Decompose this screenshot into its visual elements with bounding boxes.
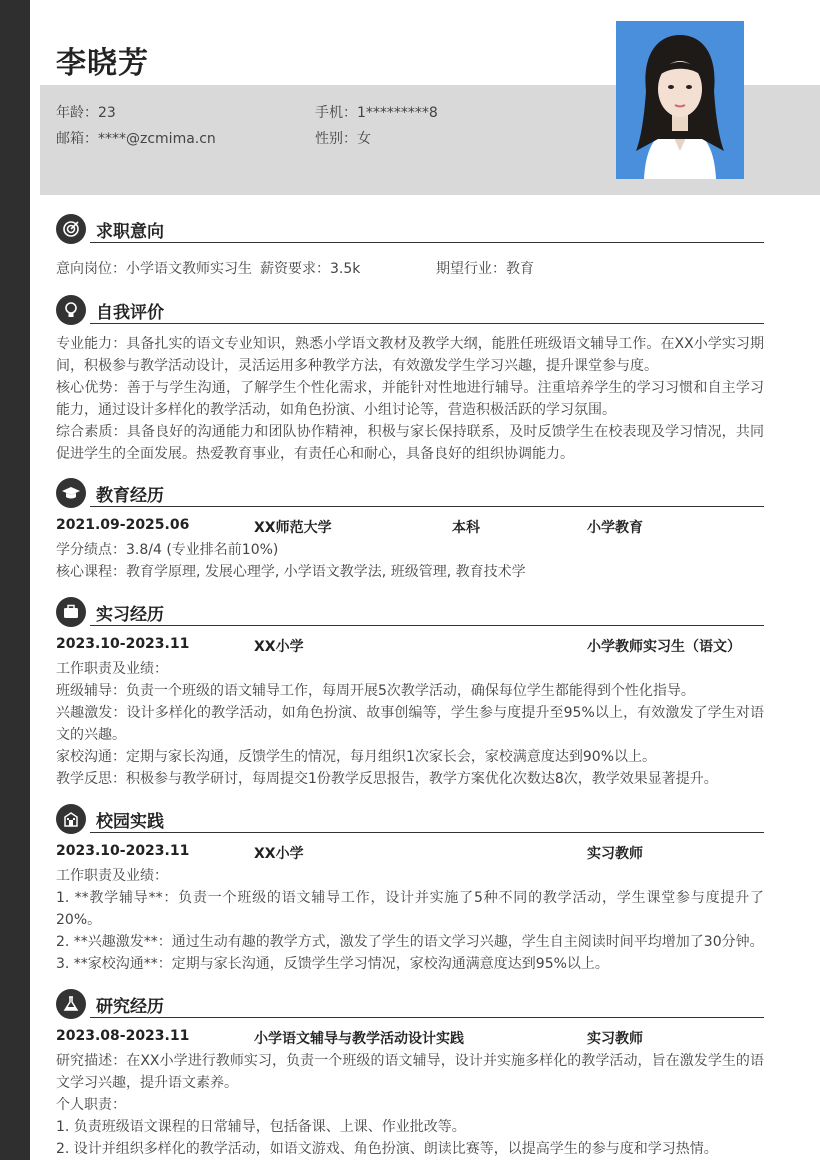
section-title: 教育经历 — [96, 486, 164, 506]
section-header — [56, 989, 764, 1021]
email-info: 邮箱：****@zcmima.cn — [56, 131, 216, 147]
target-icon — [56, 214, 86, 244]
section-title: 实习经历 — [96, 605, 164, 625]
section-title: 研究经历 — [96, 997, 164, 1017]
list-item: 研究描述：在XX小学进行教师实习，负责一个班级的语文辅导，设计并实施多样化的教学活动，旨在激发学生的语文学习兴趣，提升语文素养。 — [56, 1053, 764, 1091]
self-eval-paragraph: 综合素质：具备良好的沟通能力和团队协作精神，积极与家长保持联系，及时反馈学生在校表现及学习情况，共同促进学生的全面发展。热爱教育事业，有责任心和耐心，具备良好的组织协调能力。 — [56, 424, 764, 462]
left-sidebar-bar — [0, 0, 30, 1160]
section-internship — [56, 597, 764, 790]
list-item: 家校沟通：定期与家长沟通，反馈学生的情况，每月组织1次家长会，家校满意度达到90%以上。 — [56, 749, 657, 765]
list-item: 1. **教学辅导**：负责一个班级的语文辅导工作，设计并实施了5种不同的教学活动，学生课堂参与度提升了20%。 — [56, 890, 764, 928]
internship-role: 小学教师实习生（语文） — [587, 639, 741, 655]
research-role: 实习教师 — [587, 1031, 643, 1047]
section-header — [56, 214, 764, 246]
section-header — [56, 295, 764, 327]
briefcase-icon — [56, 597, 86, 627]
list-item: 3. **家校沟通**：定期与家长沟通，反馈学生学习情况，家校沟通满意度达到95%以上。 — [56, 956, 609, 972]
research-period: 2023.08-2023.11 — [56, 1028, 190, 1044]
salary-expectation: 薪资要求：3.5k — [260, 261, 361, 277]
section-header — [56, 804, 764, 836]
flask-icon — [56, 989, 86, 1019]
major: 小学教育 — [587, 520, 643, 536]
section-campus-practice — [56, 804, 764, 975]
section-job-intention — [56, 214, 764, 280]
list-item: 兴趣激发：设计多样化的教学活动，如角色扮演、故事创编等，学生参与度提升至95%以上，有效激发了学生对语文的兴趣。 — [56, 705, 764, 743]
internship-period: 2023.10-2023.11 — [56, 636, 190, 652]
gender-info: 性别：女 — [315, 131, 371, 147]
section-divider — [90, 506, 764, 507]
section-education — [56, 478, 764, 583]
list-item: 2. 设计并组织多样化的教学活动，如语文游戏、角色扮演、朗读比赛等，以提高学生的参与度和学习热情。 — [56, 1141, 718, 1157]
section-self-evaluation — [56, 295, 764, 465]
section-header — [56, 478, 764, 510]
list-item: 教学反思：积极参与教学研讨，每周提交1份教学反思报告，教学方案优化次数达8次，教学效果显著提升。 — [56, 771, 718, 787]
bulb-icon — [56, 295, 86, 325]
profile-photo — [616, 21, 744, 179]
research-row — [56, 1026, 764, 1050]
list-item: 班级辅导：负责一个班级的语文辅导工作，每周开展5次教学活动，确保每位学生都能得到个性化指导。 — [56, 683, 695, 699]
list-item: 1. 负责班级语文课程的日常辅导，包括备课、上课、作业批改等。 — [56, 1119, 466, 1135]
profile-header — [40, 0, 820, 195]
campus-row — [56, 841, 764, 865]
section-research — [56, 989, 764, 1160]
section-title: 求职意向 — [96, 222, 164, 242]
self-eval-paragraph: 专业能力：具备扎实的语文专业知识，熟悉小学语文教材及教学大纲，能胜任班级语文辅导工作。在XX小学实习期间，积极参与教学活动设计，灵活运用多种教学方法，有效激发学生学习兴趣，提升课堂参与度。 — [56, 336, 764, 374]
education-row — [56, 515, 764, 539]
school-name: XX师范大学 — [254, 520, 332, 536]
education-period: 2021.09-2025.06 — [56, 517, 190, 533]
list-item: 2. **兴趣激发**：通过生动有趣的教学方式，激发了学生的语文学习兴趣，学生自主阅读时间平均增加了30分钟。 — [56, 934, 764, 950]
section-divider — [90, 625, 764, 626]
section-header — [56, 597, 764, 629]
courses-line: 核心课程：教育学原理, 发展心理学, 小学语文教学法, 班级管理, 教育技术学 — [56, 564, 526, 580]
list-item: 工作职责及业绩： — [56, 868, 168, 884]
campus-role: 实习教师 — [587, 846, 643, 862]
list-item: 个人职责： — [56, 1097, 126, 1113]
list-item: 工作职责及业绩： — [56, 661, 168, 677]
section-divider — [90, 1017, 764, 1018]
section-divider — [90, 323, 764, 324]
industry-expectation: 期望行业：教育 — [436, 261, 534, 277]
age-info: 年龄：23 — [56, 105, 116, 121]
building-icon — [56, 804, 86, 834]
campus-period: 2023.10-2023.11 — [56, 843, 190, 859]
internship-row — [56, 634, 764, 658]
campus-org: XX小学 — [254, 846, 304, 862]
degree: 本科 — [452, 520, 480, 536]
section-title: 自我评价 — [96, 303, 164, 323]
section-divider — [90, 242, 764, 243]
gpa-line: 学分绩点：3.8/4 (专业排名前10%) — [56, 542, 279, 558]
research-project: 小学语文辅导与教学活动设计实践 — [254, 1031, 464, 1047]
job-position: 意向岗位：小学语文教师实习生 — [56, 261, 252, 277]
graduation-cap-icon — [56, 478, 86, 508]
internship-org: XX小学 — [254, 639, 304, 655]
self-eval-paragraph: 核心优势：善于与学生沟通，了解学生个性化需求，并能针对性地进行辅导。注重培养学生的学习习惯和自主学习能力，通过设计多样化的教学活动，如角色扮演、小组讨论等，营造积极活跃的学习氛围。 — [56, 380, 764, 418]
phone-info: 手机：1*********8 — [315, 105, 438, 121]
section-divider — [90, 832, 764, 833]
candidate-name: 李晓芳 — [56, 46, 149, 81]
section-title: 校园实践 — [96, 812, 164, 832]
